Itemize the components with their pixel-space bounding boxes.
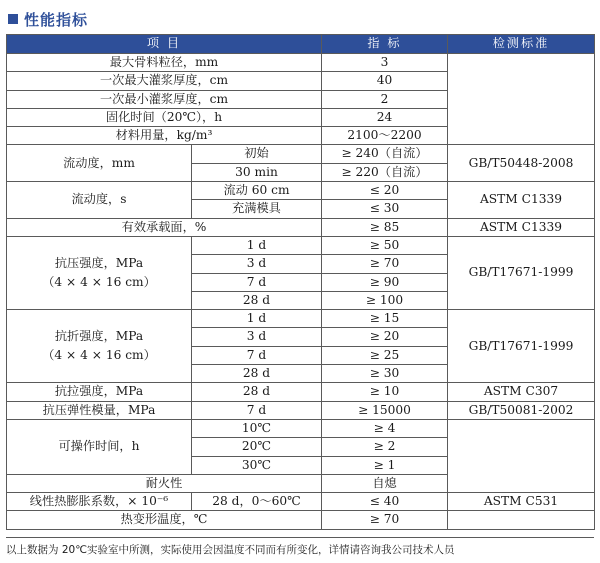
value-cell: 3	[322, 54, 448, 72]
spec-table-tail	[6, 492, 595, 530]
standard-cell	[448, 54, 595, 145]
value-cell: 2	[322, 90, 448, 108]
table-row	[7, 383, 595, 401]
value-cell: ≤ 40	[322, 493, 448, 511]
section-header	[8, 8, 88, 30]
table-row	[7, 511, 595, 529]
table-row	[7, 310, 595, 328]
value-cell: ≥ 70	[322, 255, 448, 273]
condition-cell: 7 d	[192, 273, 322, 291]
condition-cell: 3 d	[192, 255, 322, 273]
value-cell: ≥ 25	[322, 346, 448, 364]
table-row	[7, 145, 595, 163]
item-cell: 热变形温度，℃	[7, 511, 322, 529]
value-cell: ≥ 90	[322, 273, 448, 291]
value-cell: ≤ 30	[322, 200, 448, 218]
condition-cell: 10℃	[192, 419, 322, 437]
value-cell: ≥ 15000	[322, 401, 448, 419]
item-cell: 抗压弹性模量，MPa	[7, 401, 192, 419]
condition-cell: 7 d	[192, 346, 322, 364]
value-cell: ≤ 20	[322, 182, 448, 200]
value-cell: ≥ 4	[322, 419, 448, 437]
value-cell: ≥ 240（自流）	[322, 145, 448, 163]
condition-cell: 28 d	[192, 291, 322, 309]
condition-cell: 3 d	[192, 328, 322, 346]
standard-cell: GB/T50081-2002	[448, 401, 595, 419]
table-row	[7, 401, 595, 419]
table-row	[7, 419, 595, 437]
item-cell: 一次最小灌浆厚度，cm	[7, 90, 322, 108]
condition-cell: 流动 60 cm	[192, 182, 322, 200]
footnote: 以上数据为 20℃实验室中所测，实际使用会因温度不同而有所变化，详情请咨询我公司技术人员	[6, 537, 594, 557]
item-cell: 抗拉强度，MPa	[7, 383, 192, 401]
item-sublabel: （4 × 4 × 16 cm）	[42, 348, 156, 363]
table-row	[7, 236, 595, 254]
condition-cell: 20℃	[192, 438, 322, 456]
value-cell: ≥ 50	[322, 236, 448, 254]
value-cell: ≥ 70	[322, 511, 448, 529]
standard-cell	[448, 419, 595, 492]
condition-cell: 28 d	[192, 365, 322, 383]
value-cell: 40	[322, 72, 448, 90]
condition-cell: 初始	[192, 145, 322, 163]
item-cell: 材料用量，kg/m³	[7, 127, 322, 145]
condition-cell: 充满模具	[192, 200, 322, 218]
value-cell: ≥ 100	[322, 291, 448, 309]
item-label: 抗压强度，MPa	[54, 256, 144, 271]
spec-table	[6, 34, 595, 493]
value-cell: ≥ 220（自流）	[322, 163, 448, 181]
header-item: 项 目	[7, 35, 322, 54]
standard-cell: GB/T17671-1999	[448, 236, 595, 309]
table-row	[7, 54, 595, 72]
item-cell	[7, 310, 192, 383]
value-cell: ≥ 85	[322, 218, 448, 236]
standard-cell: ASTM C1339	[448, 218, 595, 236]
item-cell: 一次最大灌浆厚度，cm	[7, 72, 322, 90]
value-cell: ≥ 10	[322, 383, 448, 401]
condition-cell: 1 d	[192, 236, 322, 254]
item-label: 抗折强度，MPa	[54, 329, 144, 344]
item-cell: 可操作时间，h	[7, 419, 192, 474]
standard-cell: ASTM C531	[448, 493, 595, 511]
header-standard: 检测标准	[448, 35, 595, 54]
condition-cell: 30 min	[192, 163, 322, 181]
item-sublabel: （4 × 4 × 16 cm）	[42, 275, 156, 290]
table-row	[7, 182, 595, 200]
value-cell: 自熄	[322, 474, 448, 492]
value-cell: 2100～2200	[322, 127, 448, 145]
standard-cell: ASTM C1339	[448, 182, 595, 219]
spec-table-wrapper	[6, 34, 594, 530]
condition-cell: 7 d	[192, 401, 322, 419]
square-bullet-icon	[8, 14, 18, 24]
value-cell: ≥ 1	[322, 456, 448, 474]
condition-cell: 28 d，0～60℃	[192, 493, 322, 511]
value-cell: ≥ 30	[322, 365, 448, 383]
standard-cell: GB/T50448-2008	[448, 145, 595, 182]
item-cell: 固化时间（20℃），h	[7, 108, 322, 126]
standard-cell: GB/T17671-1999	[448, 310, 595, 383]
item-cell: 流动度，mm	[7, 145, 192, 182]
condition-cell: 28 d	[192, 383, 322, 401]
table-row	[7, 218, 595, 236]
value-cell: ≥ 20	[322, 328, 448, 346]
item-cell: 有效承载面，%	[7, 218, 322, 236]
item-cell: 耐火性	[7, 474, 322, 492]
item-cell: 流动度，s	[7, 182, 192, 219]
standard-cell: ASTM C307	[448, 383, 595, 401]
table-row	[7, 493, 595, 511]
table-header-row	[7, 35, 595, 54]
item-cell	[7, 236, 192, 309]
value-cell: ≥ 15	[322, 310, 448, 328]
condition-cell: 1 d	[192, 310, 322, 328]
condition-cell: 30℃	[192, 456, 322, 474]
section-title: 性能指标	[24, 10, 89, 29]
value-cell: ≥ 2	[322, 438, 448, 456]
value-cell: 24	[322, 108, 448, 126]
standard-cell	[448, 511, 595, 529]
item-cell: 线性热膨胀系数，× 10⁻⁶	[7, 493, 192, 511]
header-value: 指 标	[322, 35, 448, 54]
item-cell: 最大骨料粒径，mm	[7, 54, 322, 72]
